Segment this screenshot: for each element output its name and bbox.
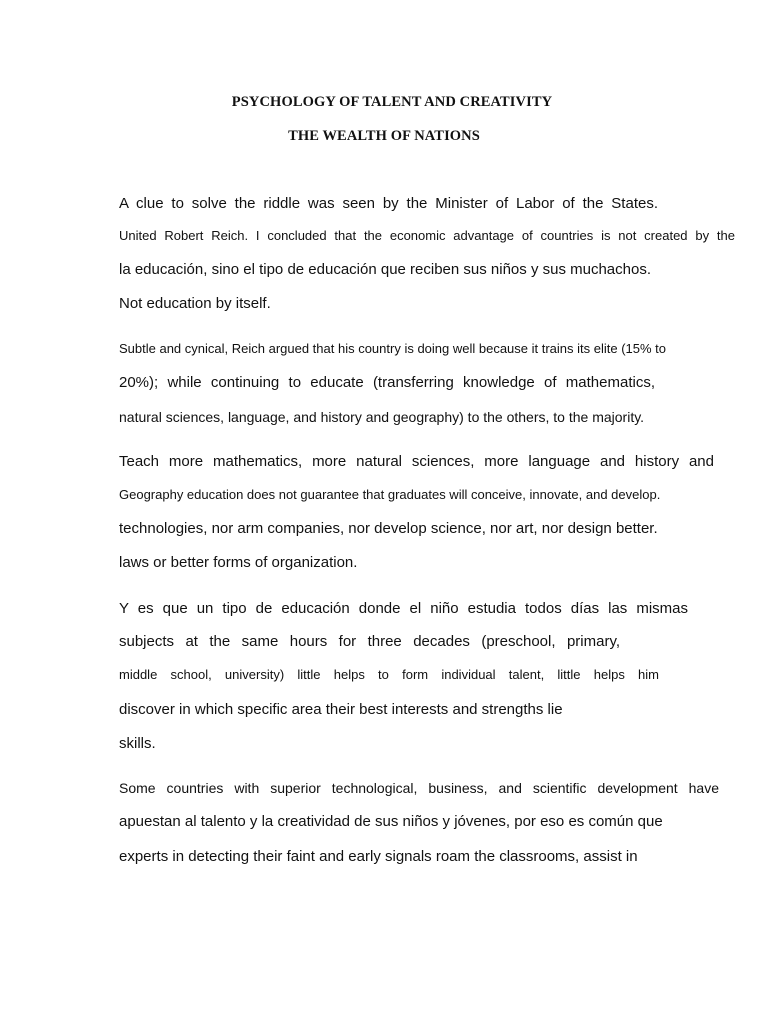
text-line: skills. — [119, 735, 156, 752]
text-line: Y es que un tipo de educación donde el niño estudia todos días las mismas — [119, 600, 688, 617]
text-line: middle school, university) little helps to form individual talent, little helps him — [119, 667, 659, 682]
document-title: PSYCHOLOGY OF TALENT AND CREATIVITY — [231, 94, 553, 110]
text-line: Not education by itself. — [119, 295, 271, 312]
document-subtitle: THE WEALTH OF NATIONS — [288, 128, 480, 144]
text-line: laws or better forms of organization. — [119, 554, 358, 571]
text-line: United Robert Reich. I concluded that the economic advantage of countries is not created by the — [119, 228, 735, 243]
text-line: apuestan al talento y la creatividad de sus niños y jóvenes, por eso es común que — [119, 813, 663, 830]
text-line: experts in detecting their faint and early signals roam the classrooms, assist in — [119, 848, 638, 865]
text-line: Teach more mathematics, more natural sciences, more language and history and — [119, 453, 714, 470]
text-line: subjects at the same hours for three decades (preschool, primary, — [119, 633, 620, 650]
text-line: Geography education does not guarantee that graduates will conceive, innovate, and develop. — [119, 487, 661, 502]
text-line: la educación, sino el tipo de educación que reciben sus niños y sus muchachos. — [119, 261, 651, 278]
text-line: technologies, nor arm companies, nor develop science, nor art, nor design better. — [119, 520, 658, 537]
text-line: A clue to solve the riddle was seen by the Minister of Labor of the States. — [119, 195, 658, 212]
text-line: Some countries with superior technological, business, and scientific development have — [119, 780, 719, 796]
text-line: discover in which specific area their best interests and strengths lie — [119, 701, 563, 718]
text-line: 20%); while continuing to educate (transferring knowledge of mathematics, — [119, 374, 655, 391]
text-line: natural sciences, language, and history and geography) to the others, to the majority. — [119, 409, 645, 425]
text-line: Subtle and cynical, Reich argued that his country is doing well because it trains its elite (15% to — [119, 341, 667, 356]
